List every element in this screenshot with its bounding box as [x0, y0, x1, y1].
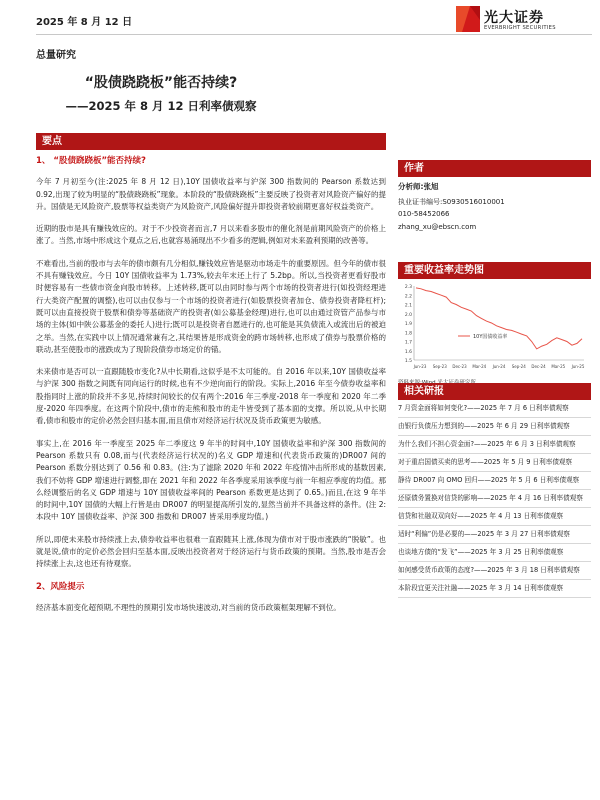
x-tick-label: Sep-24	[511, 364, 526, 369]
paragraph: 事实上,在 2016 年一季度至 2025 年二季度这 9 年半的时间中,10Y 国债收益率和沪深 300 指数间的 Pearson 系数只有 0.08,而与(代表经济运行状况的)名义 GDP 增速和(代表货币政策的)DR007 间的 Pearson 系数分别达到了 0.56 和 0.83。(注:为了滤除 2020 年和 2022 年疫情冲击所形成的基数因素,我们不妨将 GDP 增速进行调整,即在 2021 年和 2022 年各季度采用该季度与前一年相应季度的均值。那么经调整后的名义 GDP 增速与 10Y 国债收益率间的 Pearson 系数更是达到了 0.65。)而且,在这 9 年半的时间中,10Y 国债的大幅上行皆是由 DR007 的明显提高所引发的,显然当前并不具备这样的条件。(注 2:本段中 10Y 国债收益率、沪深 300 指数和 DR007 皆采用季度均值。)	[36, 438, 386, 522]
x-tick-label: Sep-23	[432, 364, 447, 369]
author-block	[398, 181, 591, 233]
y-tick-label: 2.0	[404, 312, 412, 318]
related-report-link[interactable]: 信贷和社融双双向好——2025 年 4 月 13 日利率债观察	[398, 508, 591, 526]
y-tick-label: 1.8	[404, 331, 412, 337]
everbright-logo-icon	[456, 6, 480, 32]
yield-chart-svg	[398, 282, 591, 374]
main-content	[36, 155, 386, 624]
x-tick-label: Dec-24	[531, 364, 546, 369]
y-tick-label: 2.2	[404, 294, 412, 300]
chart-bar: 重要收益率走势图	[398, 262, 591, 279]
paragraph: 所以,即使未来股市持续涨上去,债券收益率也很难一直跟随其上涨,体现为债市对于股市涨跌的“脱敏”。也就是说,债市的定价必然会回归至基本面,反映出投资者对于经济运行与货币政策的预期。当然,股市是否会持续涨上去,这也还有待观察。	[36, 534, 386, 569]
logo-text: 光大证券	[484, 10, 544, 26]
page-subtitle: ——2025 年 8 月 12 日利率债观察	[65, 99, 257, 113]
y-tick-label: 1.5	[404, 359, 412, 364]
x-tick-label: Jun-23	[413, 364, 427, 369]
x-tick-label: Mar-25	[551, 364, 566, 369]
x-tick-label: Jun-24	[492, 364, 506, 369]
brand-logo	[456, 6, 591, 32]
y-tick-label: 2.1	[404, 303, 412, 309]
x-tick-label: Mar-24	[472, 364, 487, 369]
x-tick-label: Dec-23	[452, 364, 467, 369]
paragraph: 今年 7 月初至今(注:2025 年 8 月 12 日),10Y 国债收益率与沪深 300 指数间的 Pearson 系数达到 0.92,出现了较为明显的“股债跷跷板”现象。本阶段的“股债跷跷板”主要反映了投资者对风险资产偏好的提升。国债是无风险资产,股票等权益类资产为风险资产,风险偏好提升即投资者较前期更喜好权益类资产。	[36, 177, 386, 211]
section-heading-1: 1、 “股债跷跷板”能否持续?	[36, 156, 146, 166]
related-report-link[interactable]: 本阶段宜更关注社融——2025 年 3 月 14 日利率债观察	[398, 580, 591, 598]
email: zhang_xu@ebscn.com	[398, 222, 477, 231]
related-report-link[interactable]: 适时“利偏”仍是必要的——2025 年 3 月 27 日利率债观察	[398, 526, 591, 544]
paragraph: 近期的股市是具有赚钱效应的。对于不少投资者而言,7 月以来看多股市的催化剂是前期风险资产的价格上涨了。当然,市场中形成这个观点之后,也就容易涌现出不少看多的逻辑,例如对未来盈利预期的改善等。	[36, 224, 386, 246]
related-report-link[interactable]: 由银行负债压力想到的——2025 年 6 月 29 日利率债观察	[398, 418, 591, 436]
section-heading-2: 2、风险提示	[36, 581, 85, 592]
yield-chart	[398, 282, 591, 374]
author-bar: 作者	[398, 160, 591, 177]
paragraph: 未来债市是否可以一直跟随股市变化?从中长期看,这似乎是不太可能的。自 2016 年以来,10Y 国债收益率与沪深 300 指数之间既有同向运行的时候,也有不少逆向而行的阶段。实际上,2016 年至今债券收益率和股指同时上涨的阶段并不多见,持续时间较长的仅有两个:2016 年三季度-2018 年一季度和 2020 年二季度-2020 年四季度。在这两个阶段中,债市的走熊和股市的走牛皆受到了基本面的支撑。所以说,从中长期看,债市和股市的定价必然会回归基本面,而且债市对经济运行状况及货币政策更为敏感。	[36, 367, 386, 426]
related-report-link[interactable]: 静待 DR007 向 OMO 回归——2025 年 5 月 6 日利率债观察	[398, 472, 591, 490]
key-points-bar: 要点	[36, 133, 386, 150]
x-tick-label: Jun-25	[571, 364, 585, 369]
header-divider	[36, 34, 592, 35]
related-report-link[interactable]: 还原债务置换对信贷的影响——2025 年 4 月 16 日利率债观察	[398, 490, 591, 508]
y-tick-label: 1.7	[404, 340, 412, 346]
paragraph: 不难看出,当前的股市与去年的债市颇有几分相似,赚钱效应皆是驱动市场走牛的重要原因。但今年的债市很不具有赚钱效应。今日 10Y 国债收益率为 1.73%,较去年末还上行了 5.2bp。所以,当投资者更看好股市时便容易有一些债市资金向股市转移。上述转移,既可以由同时参与两个市场的投资者进行(如投资经理进行大类资产配置的调整),也可以由仅参与一个市场的投资者进行(如股票投资者加仓、债券投资者降杠杆);既可以由直接投资于股票和债券等基础资产的投资者(如公募基金经理)进行,也可以由通过资管产品参与市场的主体(如中陕公募基金的委托人)进行;既可以是投资者自愿进行的,也可能是其负债流入或流出后的被迫之举。当然,在实践中以上情况通常兼有之,其结果皆是形成资金的跨市场转移,也形成了债券与股票价格的联动,甚至使股市的涨跌成为了现阶段债券市场定价的锚。	[36, 258, 386, 354]
page-title: “股债跷跷板”能否持续?	[84, 75, 238, 91]
related-report-link[interactable]: 对于重启国债买卖的思考——2025 年 5 月 9 日利率债观察	[398, 454, 591, 472]
report-category: 总量研究	[36, 50, 76, 61]
related-report-link[interactable]: 7 月资金面将如何变化?——2025 年 7 月 6 日利率债观察	[398, 400, 591, 418]
legend-label: 10Y国债收益率	[473, 334, 508, 340]
logo-english: EVERBRIGHT SECURITIES	[484, 25, 556, 31]
related-bar: 相关研报	[398, 383, 591, 400]
y-tick-label: 1.6	[404, 349, 412, 355]
phone: 010-58452066	[398, 210, 450, 218]
license-number: 执业证书编号:S0930516010001	[398, 197, 505, 206]
paragraph: 经济基本面变化超预期,不理性的预期引发市场快速波动,对当前的货币政策框架理解不到位。	[36, 602, 341, 612]
y-tick-label: 1.9	[404, 322, 412, 327]
related-reports-list	[398, 400, 591, 598]
analyst-name: 分析师:张旭	[398, 182, 439, 191]
y-tick-label: 2.3	[404, 285, 412, 290]
related-report-link[interactable]: 也谈地方债的“发飞”——2025 年 3 月 25 日利率债观察	[398, 544, 591, 562]
related-report-link[interactable]: 为什么我们不担心资金面?——2025 年 6 月 3 日利率债观察	[398, 436, 591, 454]
report-date: 2025 年 8 月 12 日	[36, 17, 133, 28]
related-report-link[interactable]: 如何感受货币政策的态度?——2025 年 3 月 18 日利率债观察	[398, 562, 591, 580]
